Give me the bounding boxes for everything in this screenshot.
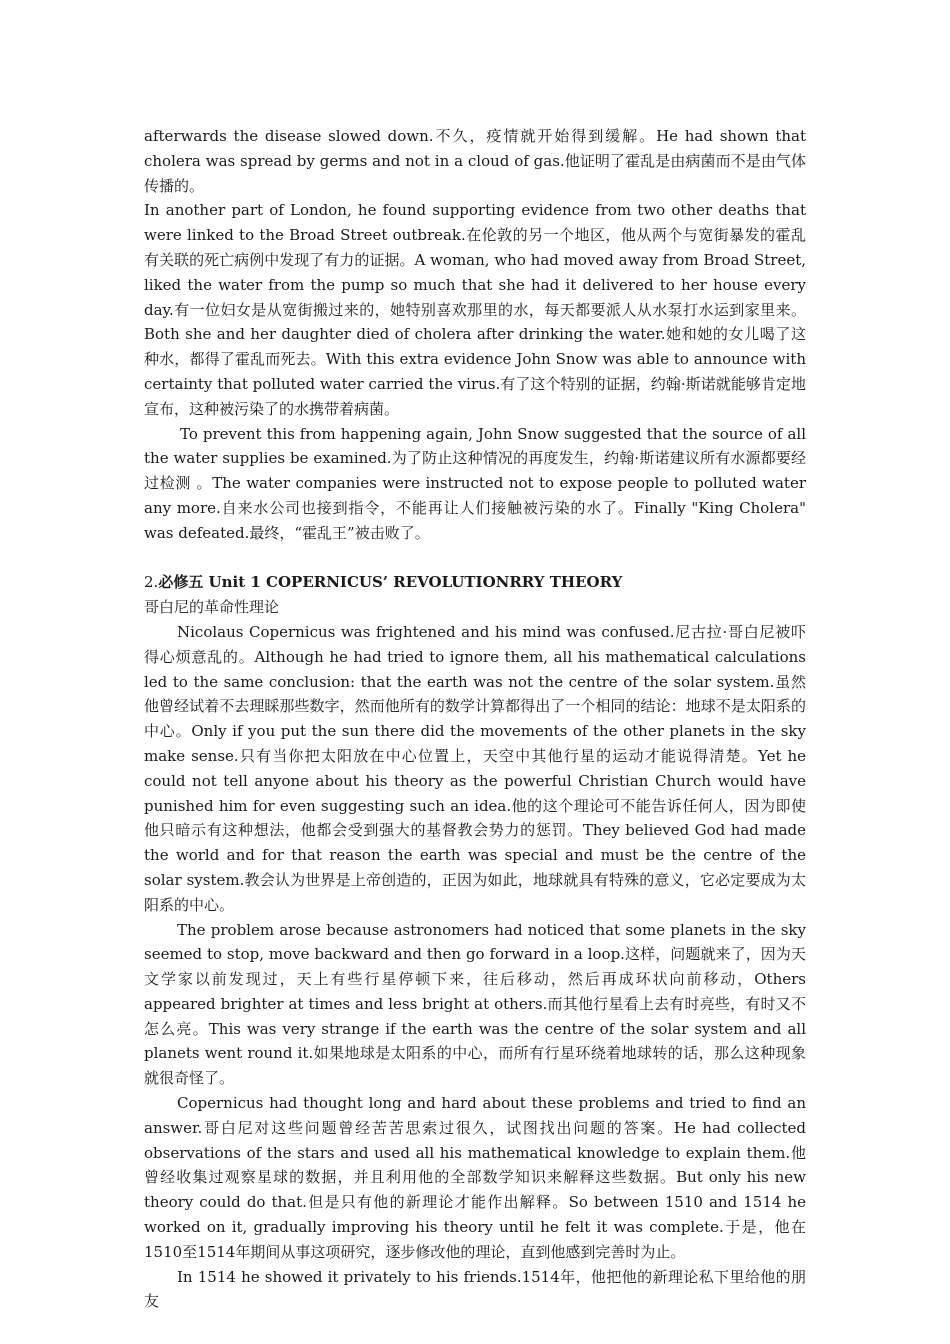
section-subtitle: 哥白尼的革命性理论 [144, 598, 280, 617]
section-title: 必修五 Unit 1 COPERNICUS’ REVOLUTIONRRY THEORY [158, 573, 623, 592]
paragraph-copernicus-work: Copernicus had thought long and hard about these problems and tried to find an answer.哥白尼对这些问题曾经苦苦思索过很久，试图找出问题的答案。He had collected observations of the stars and used all his mathematical knowledge to explain them.他曾经收集过观察星球的数据，并且利用他的全部数学知识来解释这些数据。But only his new theory could do that.但是只有他的新理论才能作出解释。So between 1510 and 1514 he worked on it, gradually improving his theory until he felt it was complete.于是，他在1510至1514年期间从事这项研究，逐步修改他的理论，直到他感到完善时为止。 [144, 1094, 806, 1261]
section-spacer [144, 546, 806, 571]
paragraph-water-supply: To prevent this from happening again, John Snow suggested that the source of all the water supplies be examined.为了防止这种情况的再度发生，约翰·斯诺建议所有水源都要经过检测 。The water companies were instructed not to expose people to polluted water any more.自来水公司也接到指令，不能再让人们接触被污染的水了。Finally "King Cholera" was defeated.最终，“霍乱王”被击败了。 [144, 424, 806, 542]
paragraph-showed-friends: In 1514 he showed it privately to his friends.1514年，他把他的新理论私下里给他的朋友 [144, 1267, 806, 1311]
paragraph-copernicus-intro: Nicolaus Copernicus was frightened and his mind was confused.尼古拉·哥白尼被吓得心烦意乱的。Although he had tried to ignore them, all his mathematical calculations led to the same conclusion: that the earth was not the centre of the solar system.虽然他曾经试着不去理睬那些数字，然而他所有的数学计算都得出了一个相同的结论：地球不是太阳系的中心。Only if you put the sun there did the movements of the other planets in the sky make sense.只有当你把太阳放在中心位置上，天空中其他行星的运动才能说得清楚。Yet he could not tell anyone about his theory as the powerful Christian Church would have punished him for even suggesting such an idea.他的这个理论可不能告诉任何人，因为即使他只暗示有这种想法，他都会受到强大的基督教会势力的惩罚。They believed God had made the world and for that reason the earth was special and must be the centre of the solar system.教会认为世界是上帝创造的，正因为如此，地球就具有特殊的意义，它必定要成为太阳系的中心。 [144, 622, 806, 914]
paragraph-broad-street-evidence: In another part of London, he found supporting evidence from two other deaths that were linked to the Broad Street outbreak.在伦敦的另一个地区，他从两个与宽街暴发的霍乱有关联的死亡病例中发现了有力的证据。A woman, who had moved away from Broad Street, liked the water from the pump so much that she had it delivered to her house every day.有一位妇女是从宽街搬过来的，她特别喜欢那里的水，每天都要派人从水泵打水运到家里来。Both she and her daughter died of cholera after drinking the water.她和她的女儿喝了这种水，都得了霍乱而死去。With this extra evidence John Snow was able to announce with certainty that polluted water carried the virus.有了这个特别的证据，约翰·斯诺就能够肯定地宣布，这种被污染了的水携带着病菌。 [144, 201, 806, 418]
paragraph-cholera-ending: afterwards the disease slowed down.不久，疫情就开始得到缓解。He had shown that cholera was spread by germs and not in a cloud of gas.他证明了霍乱是由病菌而不是由气体传播的。 [144, 127, 806, 195]
section-number: 2. [144, 573, 159, 592]
section-heading [144, 570, 806, 595]
document-page [144, 124, 806, 1314]
paragraph-planet-problem: The problem arose because astronomers had noticed that some planets in the sky seemed to stop, move backward and then go forward in a loop.这样，问题就来了，因为天文学家以前发现过，天上有些行星停顿下来，往后移动，然后再成环状向前移动，Others appeared brighter at times and less bright at others.而其他行星看上去有时亮些，有时又不怎么亮。This was very strange if the earth was the centre of the solar system and all planets went round it.如果地球是太阳系的中心，而所有行星环绕着地球转的话，那么这种现象就很奇怪了。 [144, 920, 806, 1088]
